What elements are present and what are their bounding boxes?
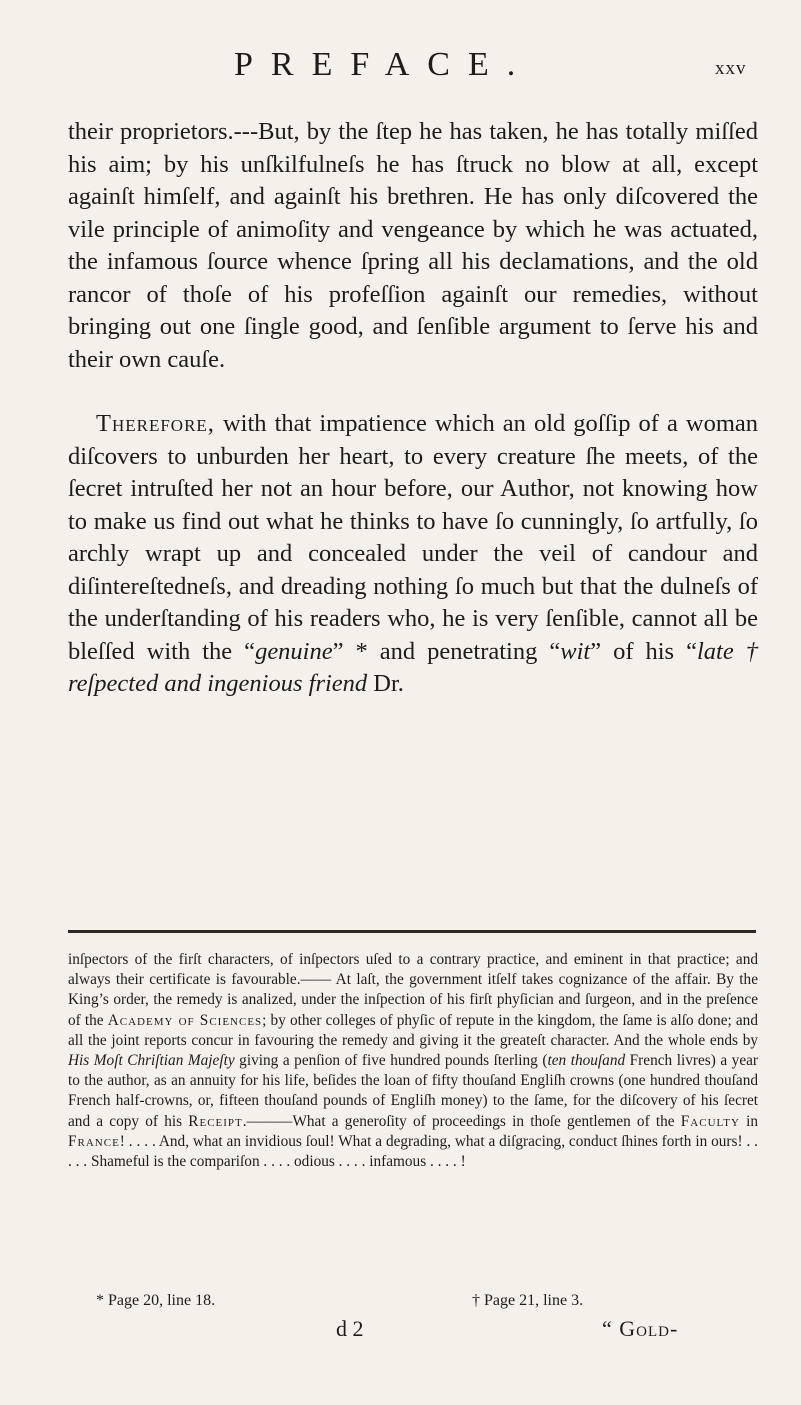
footnote-text-a: inſpectors of the firſt characters, of inſpectors uſed to a contrary practice, and eminent in that practice; and always their certificate is favourable.—— At laſt, the government itſelf takes cognizance of the affair. By the King’s order, the remedy is analized, under the inſpection of his firſt phyſician and ſurgeon, and in the preſence of the bbox=[68, 951, 758, 1029]
signature-line bbox=[0, 1316, 801, 1346]
paragraph-1: their proprietors.---But, by the ſtep he has taken, he has totally miſſed his aim; by his unſkilfulneſs he has ſtruck no blow at all, except againſt himſelf, and againſt his brethren. He has only diſcovered the vile principle of animoſity and vengeance by which he was actuated, the infamous ſource whence ſpring all his declamations, and the old rancor of thoſe of his profeſſion againſt our remedies, without bringing out one ſingle good, and ſenſible argument to ſerve his and their own cauſe. bbox=[68, 118, 758, 373]
note-ref-dagger: † Page 21, line 3. bbox=[472, 1292, 584, 1309]
footnote-faculty: Faculty bbox=[680, 1112, 740, 1130]
main-text bbox=[68, 116, 758, 701]
footnote-text-d: French livres) a year to the author, as an annuity for his life, beſides the loan of fifty thouſand Engliſh crowns (one hundred thouſand French half-crowns, or, fifteen thouſand pounds of Engliſh money) to the ſame, for the diſcovery of his ſecret and a copy of his bbox=[68, 1052, 759, 1130]
footnote-text-b: ; by other colleges of phyſic of repute in the kingdom, the ſame is alſo done; and all the joint reports concur in favouring the remedy and giving it the greateſt character. And the whole ends by bbox=[68, 1011, 758, 1049]
running-title: PREFACE. bbox=[234, 46, 534, 83]
paragraph-lead-word: Therefore, bbox=[96, 410, 215, 437]
paragraph-2-text-b: ” * and penetrating “ bbox=[332, 637, 561, 665]
footnote-text-f: ! . . . . And, what an invidious ſoul! What a degrading, what a diſgracing, conduct ſhines forth in ours! . . . . . Shameful is the compariſon . . . . odious . . . . infamous . . . . ! bbox=[68, 1132, 758, 1171]
footnote-text-c: giving a penſion of five hundred pounds ſterling ( bbox=[234, 1052, 548, 1070]
note-references bbox=[0, 1292, 801, 1316]
footnote bbox=[68, 950, 758, 1172]
paragraph-2-text-d: Dr. bbox=[367, 670, 404, 697]
paragraph-2-text-c: ” of his “ bbox=[590, 637, 697, 665]
quoted-genuine: genuine bbox=[255, 637, 333, 665]
footnote-text-in: in bbox=[739, 1112, 758, 1130]
page-number: xxv bbox=[715, 58, 747, 79]
footnote-text-e: .———What a generoſity of proceedings in thoſe gentlemen of the bbox=[242, 1112, 681, 1130]
footnote-majesty: His Moſt Chriſtian Majeſty bbox=[68, 1052, 235, 1070]
catchword: “ Gold- bbox=[602, 1316, 679, 1341]
footnote-france: France bbox=[68, 1132, 120, 1150]
footnote-academy: Academy of Sciences bbox=[107, 1011, 263, 1029]
quoted-wit: wit bbox=[560, 637, 591, 665]
paragraph-2-text-a: with that impatience which an old goſſip of a woman diſcovers to unburden her heart, to every creature ſhe meets, of the ſecret intruſted her not an hour before, our Author, not knowing how to make us find out what he thinks to have ſo cunningly, ſo artfully, ſo archly wrapt up and concealed under the veil of candour and diſintereſtedneſs, and dreading nothing ſo much but that the dulneſs of the underſtanding of his readers who, he is very ſenſible, cannot all be bleſſed with the “ bbox=[68, 410, 758, 665]
footnote-livres: ten thouſand bbox=[547, 1052, 626, 1070]
paragraph-2 bbox=[68, 408, 758, 701]
footnote-rule bbox=[68, 930, 756, 933]
signature-mark: d 2 bbox=[336, 1316, 364, 1341]
running-head bbox=[0, 46, 801, 86]
footnote-text bbox=[68, 950, 758, 1172]
footnote-receipt: Receipt bbox=[188, 1112, 243, 1130]
quoted-late-friend: late † reſpected and ingenious friend bbox=[68, 637, 758, 697]
note-ref-star: * Page 20, line 18. bbox=[96, 1292, 216, 1309]
